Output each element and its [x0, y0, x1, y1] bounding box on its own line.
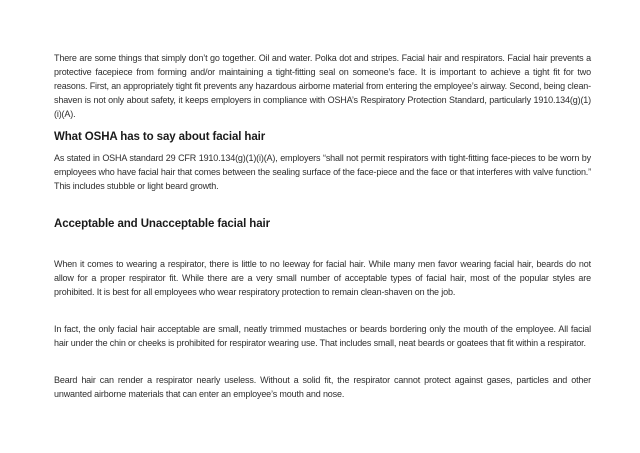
beard-hair-paragraph: Beard hair can render a respirator nearly useless. Without a solid fit, the respirator cannot protect against gases, particles and other unwanted airborne materials that can enter an employee’s mouth and nose.: [54, 375, 591, 399]
leeway-paragraph: When it comes to wearing a respirator, there is little to no leeway for facial hair. While many men favor wearing facial hair, beards do not allow for a proper respirator fit. While there are a very small number of acceptable types of facial hair, most of the popular styles are prohibited. It is best for all employees who wear respiratory protection to remain clean-shaven on the job.: [54, 259, 591, 297]
osha-standard-paragraph: As stated in OSHA standard 29 CFR 1910.134(g)(1)(i)(A), employers “shall not permit respirators with tight-fitting face-pieces to be worn by employees who have facial hair that comes between the sealing surface of the face-piece and the face or that interferes with valve function.” This includes stubble or light beard growth.: [54, 153, 591, 191]
section-heading-what-osha-says: What OSHA has to say about facial hair: [54, 131, 266, 143]
intro-paragraph: There are some things that simply don’t go together. Oil and water. Polka dot and stripes. Facial hair and respirators. Facial hair prevents a protective facepiece from forming and/or maintaining a tight-fitting seal on someone’s face. It is important to achieve a tight fit for two reasons. First, an appropriately tight fit prevents any hazardous airborne material from entering the employee’s airway. Second, being clean-shaven is not only about safety, it keeps employers in compliance with OSHA’s Respiratory Protection Standard, particularly 1910.134(g)(1)(i)(A).: [54, 53, 591, 119]
acceptable-facial-hair-paragraph: In fact, the only facial hair acceptable are small, neatly trimmed mustaches or beards bordering only the mouth of the employee. All facial hair under the chin or cheeks is prohibited for respirator wearing use. That includes small, neat beards or goatees that fit within a respirator.: [54, 324, 591, 348]
section-heading-acceptable-unacceptable: Acceptable and Unacceptable facial hair: [54, 218, 270, 230]
